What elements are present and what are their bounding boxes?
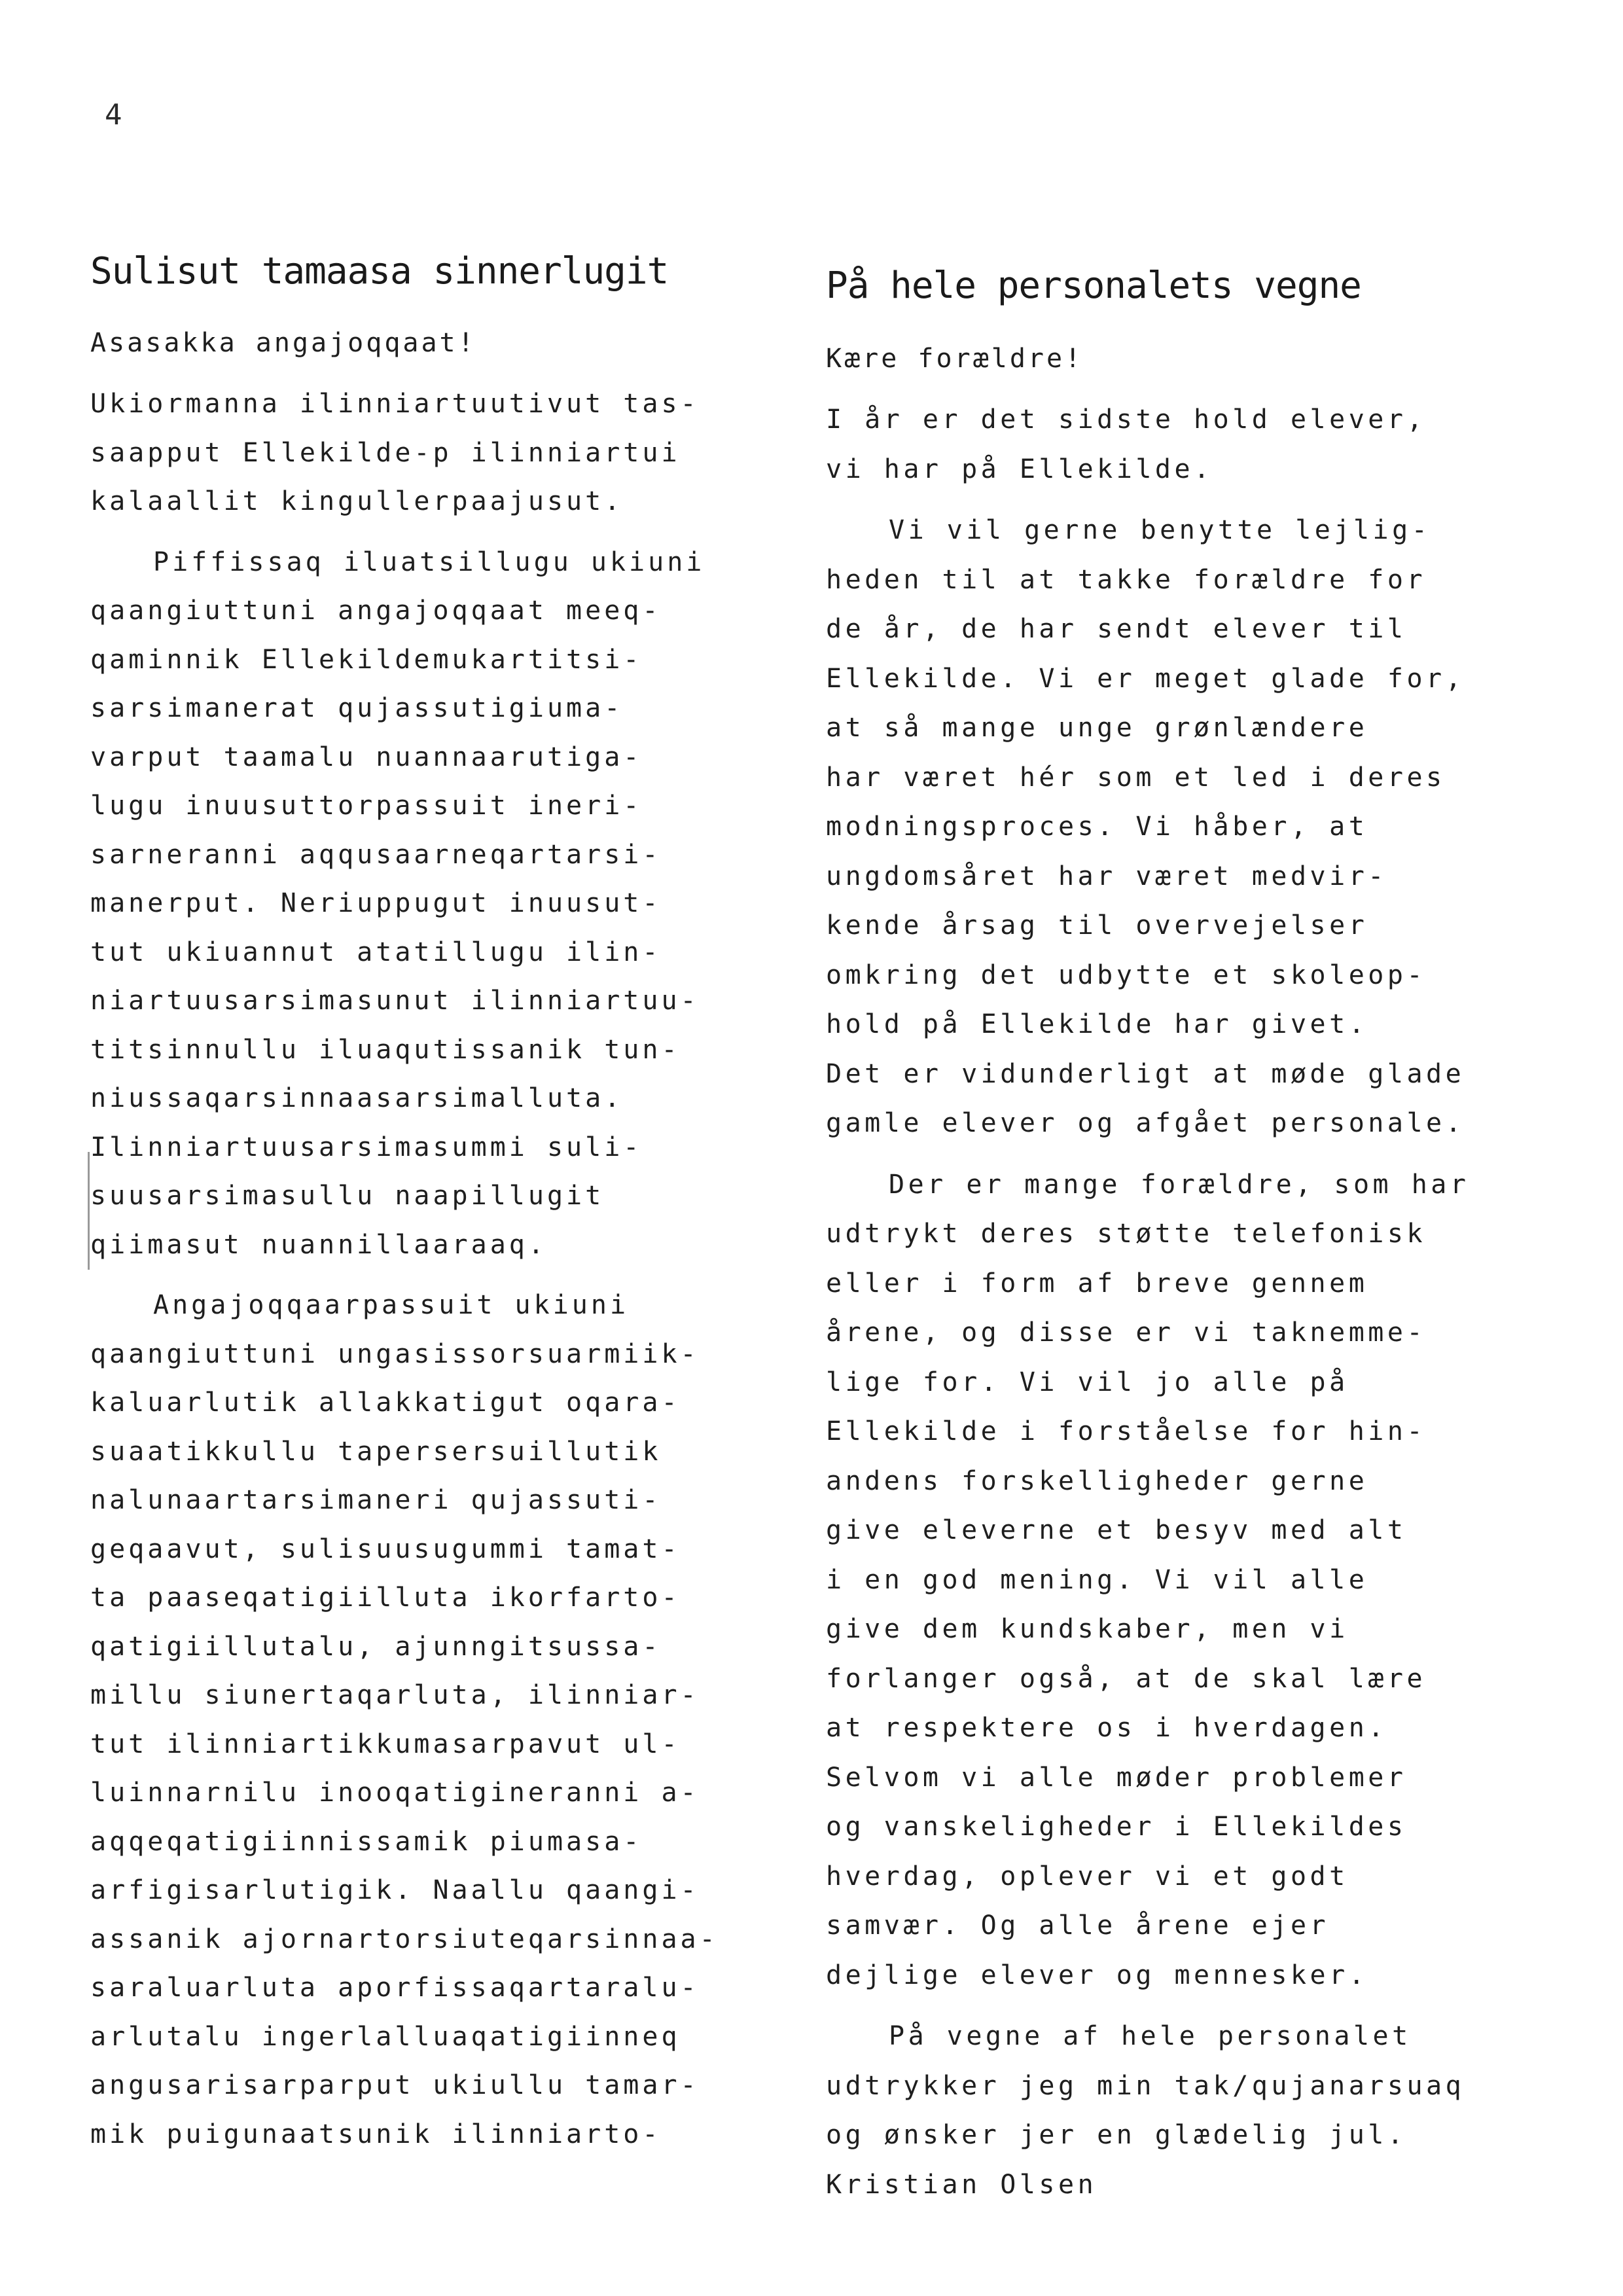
text-line: Piffissaq iluatsillugu ukiuni xyxy=(153,547,705,577)
text-line: hold på Ellekilde har givet. xyxy=(826,1009,1368,1039)
right-article-salutation: Kære forældre! xyxy=(826,344,1084,374)
text-line: andens forskelligheder gerne xyxy=(826,1465,1368,1496)
text-line: i en god mening. Vi vil alle xyxy=(826,1564,1368,1595)
text-line: Det er vidunderligt at møde glade xyxy=(826,1058,1465,1089)
text-line: aqqeqatigiinnissamik piumasa- xyxy=(90,1826,643,1857)
text-line: de år, de har sendt elever til xyxy=(826,614,1407,644)
text-line: heden til at takke forældre for xyxy=(826,564,1427,595)
left-article-salutation: Asasakka angajoqqaat! xyxy=(90,328,476,358)
right-paragraph-signoff xyxy=(826,2012,1533,2210)
text-line: saraluarluta aporfissaqartaralu- xyxy=(90,1973,700,2003)
text-line: niartuusarsimasunut ilinniartuu- xyxy=(90,986,700,1016)
text-line: give dem kundskaber, men vi xyxy=(826,1614,1349,1644)
text-line: give eleverne et besyv med alt xyxy=(826,1515,1407,1545)
text-line: Vi vil gerne benytte lejlig- xyxy=(889,515,1431,545)
left-paragraph-1 xyxy=(90,380,784,526)
text-line: qaangiuttuni ungasissorsuarmiik- xyxy=(90,1338,700,1369)
text-line: at respektere os i hverdagen. xyxy=(826,1713,1387,1743)
right-paragraph-3 xyxy=(826,1160,1533,2001)
text-line: millu siunertaqarluta, ilinniar- xyxy=(90,1680,700,1710)
text-line: På vegne af hele personalet xyxy=(889,2021,1412,2051)
left-article-heading: Sulisut tamaasa sinnerlugit xyxy=(90,250,669,293)
text-line: tut ukiuannut atatillugu ilin- xyxy=(90,937,662,967)
left-paragraph-3 xyxy=(90,1281,784,2159)
text-line: qatigiillutalu, ajunngitsussa- xyxy=(90,1631,662,1662)
text-line: arfigisarlutigik. Naallu qaangi- xyxy=(90,1875,700,1905)
text-line: saapput Ellekilde-p ilinniartui xyxy=(90,437,681,468)
text-line: nalunaartarsimaneri qujassuti- xyxy=(90,1485,662,1515)
right-paragraph-1 xyxy=(826,395,1533,494)
text-line: kaluarlutik allakkatigut oqara- xyxy=(90,1388,681,1418)
right-paragraph-2 xyxy=(826,506,1533,1149)
text-line: niussaqarsinnaasarsimalluta. xyxy=(90,1083,624,1113)
text-line: kende årsag til overvejelser xyxy=(826,910,1368,941)
text-line: qaminnik Ellekildemukartitsi- xyxy=(90,644,643,675)
text-line: qiimasut nuannillaaraaq. xyxy=(90,1229,547,1260)
text-line: Ellekilde i forståelse for hin- xyxy=(826,1416,1427,1446)
text-line: modningsproces. Vi håber, at xyxy=(826,812,1368,842)
text-line: tut ilinniartikkumasarpavut ul- xyxy=(90,1729,681,1759)
text-line: Ukiormanna ilinniartuutivut tas- xyxy=(90,389,700,419)
text-line: sarneranni aqqusaarneqartarsi- xyxy=(90,839,662,870)
margin-mark xyxy=(88,1152,90,1270)
text-line: Ellekilde. Vi er meget glade for, xyxy=(826,663,1465,694)
text-line: Angajoqqaarpassuit ukiuni xyxy=(153,1290,630,1320)
text-line: har været hér som et led i deres xyxy=(826,762,1446,793)
text-line: forlanger også, at de skal lære xyxy=(826,1663,1427,1694)
text-line: gamle elever og afgået personale. xyxy=(826,1108,1465,1138)
text-line: ta paaseqatigiilluta ikorfarto- xyxy=(90,1583,681,1613)
left-article xyxy=(90,249,784,2170)
text-line: varput taamalu nuannaarutiga- xyxy=(90,742,643,772)
text-line: titsinnullu iluaqutissanik tun- xyxy=(90,1034,681,1065)
text-line: lige for. Vi vil jo alle på xyxy=(826,1367,1349,1397)
text-line: og ønsker jer en glædelig jul. xyxy=(826,2120,1407,2150)
right-article xyxy=(826,249,1533,2221)
text-line: assanik ajornartorsiuteqarsinnaa- xyxy=(90,1924,719,1954)
text-line: omkring det udbytte et skoleop- xyxy=(826,960,1427,990)
text-line: Selvom vi alle møder problemer xyxy=(826,1762,1407,1793)
text-line: sarsimanerat qujassutigiuma- xyxy=(90,693,624,723)
text-line: at så mange unge grønlændere xyxy=(826,713,1368,743)
text-line: luinnarnilu inooqatigineranni a- xyxy=(90,1778,700,1808)
text-line: I år er det sidste hold elever, xyxy=(826,404,1427,435)
text-line: manerput. Neriuppugut inuusut- xyxy=(90,888,662,918)
left-paragraph-2 xyxy=(90,538,784,1270)
page-number: 4 xyxy=(105,98,122,132)
right-article-heading: På hele personalets vegne xyxy=(826,264,1361,307)
text-line: angusarisarparput ukiullu tamar- xyxy=(90,2070,700,2100)
text-line: samvær. Og alle årene ejer xyxy=(826,1910,1330,1941)
text-line: mik puigunaatsunik ilinniarto- xyxy=(90,2119,662,2149)
text-line: Ilinniartuusarsimasummi suli- xyxy=(90,1132,643,1162)
text-line: kalaallit kingullerpaajusut. xyxy=(90,486,624,516)
text-line: Der er mange forældre, som har xyxy=(889,1169,1470,1200)
text-line: årene, og disse er vi taknemme- xyxy=(826,1318,1427,1348)
text-line: geqaavut, sulisuusugummi tamat- xyxy=(90,1534,681,1564)
text-line: arlutalu ingerlalluaqatigiinneq xyxy=(90,2021,681,2052)
text-line: hverdag, oplever vi et godt xyxy=(826,1861,1349,1892)
text-line: dejlige elever og mennesker. xyxy=(826,1960,1368,1990)
text-line: suusarsimasullu naapillugit xyxy=(90,1181,605,1211)
text-line: og vanskeligheder i Ellekildes xyxy=(826,1812,1407,1842)
signature: Kristian Olsen xyxy=(826,2169,1097,2200)
text-line: udtrykker jeg min tak/qujanarsuaq xyxy=(826,2070,1465,2101)
text-line: udtrykt deres støtte telefonisk xyxy=(826,1219,1427,1249)
text-line: suaatikkullu tapersersuillutik xyxy=(90,1436,662,1467)
text-line: eller i form af breve gennem xyxy=(826,1268,1368,1299)
text-line: ungdomsåret har været medvir- xyxy=(826,861,1387,891)
text-line: qaangiuttuni angajoqqaat meeq- xyxy=(90,596,662,626)
text-line: vi har på Ellekilde. xyxy=(826,454,1213,484)
text-line: lugu inuusuttorpassuit ineri- xyxy=(90,791,643,821)
